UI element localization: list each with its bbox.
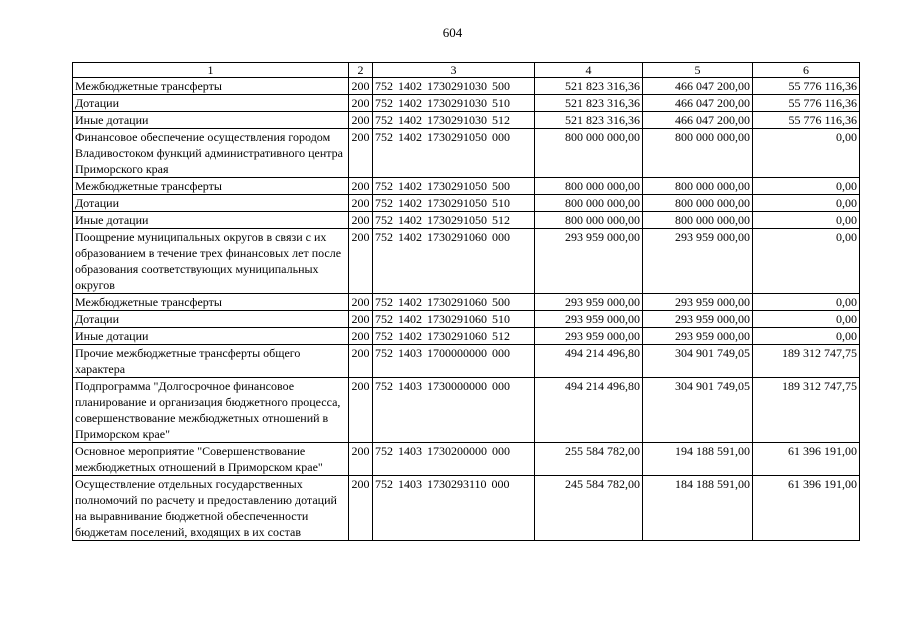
row-value-5-cell: 184 188 591,00 (643, 476, 753, 541)
header-col-3: 3 (373, 63, 535, 78)
row-code-2-cell: 200 (349, 476, 373, 541)
row-value-6-cell: 0,00 (753, 328, 860, 345)
table-row (73, 328, 860, 345)
row-value-6-cell: 55 776 116,36 (753, 95, 860, 112)
table-row (73, 195, 860, 212)
table-row (73, 378, 860, 443)
row-value-6-cell: 189 312 747,75 (753, 345, 860, 378)
row-value-4-cell: 494 214 496,80 (535, 378, 643, 443)
row-code-2-cell: 200 (349, 328, 373, 345)
row-code-2-cell: 200 (349, 345, 373, 378)
header-col-5: 5 (643, 63, 753, 78)
row-value-5-cell: 800 000 000,00 (643, 195, 753, 212)
row-value-5-cell: 293 959 000,00 (643, 311, 753, 328)
row-code-2-cell: 200 (349, 229, 373, 294)
row-code-2-cell: 200 (349, 129, 373, 178)
row-code-2-cell: 200 (349, 294, 373, 311)
row-name-cell: Межбюджетные трансферты (73, 178, 349, 195)
table-body (73, 78, 860, 541)
row-value-4-cell: 293 959 000,00 (535, 328, 643, 345)
row-value-4-cell: 521 823 316,36 (535, 78, 643, 95)
row-value-5-cell: 800 000 000,00 (643, 178, 753, 195)
row-name-cell: Дотации (73, 195, 349, 212)
row-name-cell: Финансовое обеспечение осуществления городом Владивостоком функций административного центра Приморского края (73, 129, 349, 178)
row-name-cell: Основное мероприятие "Совершенствование межбюджетных отношений в Приморском крае" (73, 443, 349, 476)
table-row (73, 294, 860, 311)
row-name-cell: Иные дотации (73, 328, 349, 345)
row-code-2-cell: 200 (349, 311, 373, 328)
row-value-4-cell: 521 823 316,36 (535, 112, 643, 129)
row-code-3-cell: 752 1403 1730000000 000 (373, 378, 535, 443)
budget-table (72, 62, 860, 541)
row-value-6-cell: 61 396 191,00 (753, 443, 860, 476)
row-value-5-cell: 800 000 000,00 (643, 212, 753, 229)
row-code-2-cell: 200 (349, 443, 373, 476)
row-code-3-cell: 752 1402 1730291060 000 (373, 229, 535, 294)
table-row (73, 311, 860, 328)
row-value-6-cell: 0,00 (753, 311, 860, 328)
row-value-6-cell: 0,00 (753, 229, 860, 294)
row-name-cell: Дотации (73, 95, 349, 112)
row-value-5-cell: 800 000 000,00 (643, 129, 753, 178)
row-value-4-cell: 293 959 000,00 (535, 311, 643, 328)
table-header (73, 63, 860, 78)
row-value-4-cell: 800 000 000,00 (535, 178, 643, 195)
row-value-6-cell: 0,00 (753, 129, 860, 178)
row-value-4-cell: 293 959 000,00 (535, 294, 643, 311)
table-row (73, 212, 860, 229)
row-code-3-cell: 752 1403 1730293110 000 (373, 476, 535, 541)
row-value-5-cell: 466 047 200,00 (643, 95, 753, 112)
header-row (73, 63, 860, 78)
row-code-2-cell: 200 (349, 195, 373, 212)
row-value-5-cell: 293 959 000,00 (643, 328, 753, 345)
row-value-5-cell: 304 901 749,05 (643, 345, 753, 378)
header-col-6: 6 (753, 63, 860, 78)
row-code-3-cell: 752 1402 1730291060 510 (373, 311, 535, 328)
row-code-3-cell: 752 1402 1730291050 000 (373, 129, 535, 178)
row-name-cell: Межбюджетные трансферты (73, 294, 349, 311)
header-col-1: 1 (73, 63, 349, 78)
table-row (73, 229, 860, 294)
row-code-3-cell: 752 1403 1730200000 000 (373, 443, 535, 476)
row-value-4-cell: 494 214 496,80 (535, 345, 643, 378)
row-value-6-cell: 0,00 (753, 294, 860, 311)
header-col-2: 2 (349, 63, 373, 78)
row-name-cell: Межбюджетные трансферты (73, 78, 349, 95)
header-col-4: 4 (535, 63, 643, 78)
table-row (73, 443, 860, 476)
row-value-6-cell: 0,00 (753, 178, 860, 195)
row-code-3-cell: 752 1402 1730291050 510 (373, 195, 535, 212)
row-name-cell: Иные дотации (73, 112, 349, 129)
row-code-3-cell: 752 1402 1730291060 500 (373, 294, 535, 311)
row-name-cell: Поощрение муниципальных округов в связи с их образованием в течение трех финансовых лет после образования соответствующих муниципальных округов (73, 229, 349, 294)
row-value-4-cell: 521 823 316,36 (535, 95, 643, 112)
row-value-6-cell: 189 312 747,75 (753, 378, 860, 443)
row-value-5-cell: 466 047 200,00 (643, 78, 753, 95)
row-value-5-cell: 194 188 591,00 (643, 443, 753, 476)
row-value-5-cell: 293 959 000,00 (643, 294, 753, 311)
row-code-2-cell: 200 (349, 178, 373, 195)
row-name-cell: Осуществление отдельных государственных полномочий по расчету и предоставлению дотаций на выравнивание бюджетной обеспеченности бюджетам поселений, входящих в их состав (73, 476, 349, 541)
table-row (73, 95, 860, 112)
row-value-6-cell: 55 776 116,36 (753, 112, 860, 129)
row-value-4-cell: 800 000 000,00 (535, 212, 643, 229)
row-value-4-cell: 245 584 782,00 (535, 476, 643, 541)
row-code-3-cell: 752 1402 1730291030 512 (373, 112, 535, 129)
table-row (73, 78, 860, 95)
page-number: 604 (442, 25, 463, 40)
row-code-3-cell: 752 1402 1730291050 500 (373, 178, 535, 195)
row-value-5-cell: 293 959 000,00 (643, 229, 753, 294)
row-value-5-cell: 304 901 749,05 (643, 378, 753, 443)
row-name-cell: Дотации (73, 311, 349, 328)
row-value-4-cell: 255 584 782,00 (535, 443, 643, 476)
row-value-5-cell: 466 047 200,00 (643, 112, 753, 129)
row-code-2-cell: 200 (349, 112, 373, 129)
table-row (73, 112, 860, 129)
row-value-4-cell: 293 959 000,00 (535, 229, 643, 294)
table-row (73, 129, 860, 178)
row-value-6-cell: 61 396 191,00 (753, 476, 860, 541)
row-code-2-cell: 200 (349, 78, 373, 95)
row-code-3-cell: 752 1402 1730291050 512 (373, 212, 535, 229)
table-row (73, 345, 860, 378)
row-value-6-cell: 55 776 116,36 (753, 78, 860, 95)
row-code-3-cell: 752 1402 1730291030 500 (373, 78, 535, 95)
table-row (73, 178, 860, 195)
row-code-3-cell: 752 1403 1700000000 000 (373, 345, 535, 378)
row-name-cell: Подпрограмма "Долгосрочное финансовое планирование и организация бюджетного процесса, совершенствование межбюджетных отношений в Приморском крае" (73, 378, 349, 443)
row-code-2-cell: 200 (349, 212, 373, 229)
row-name-cell: Прочие межбюджетные трансферты общего характера (73, 345, 349, 378)
row-name-cell: Иные дотации (73, 212, 349, 229)
row-value-4-cell: 800 000 000,00 (535, 129, 643, 178)
row-value-6-cell: 0,00 (753, 195, 860, 212)
row-code-3-cell: 752 1402 1730291060 512 (373, 328, 535, 345)
row-code-2-cell: 200 (349, 378, 373, 443)
row-value-4-cell: 800 000 000,00 (535, 195, 643, 212)
row-code-2-cell: 200 (349, 95, 373, 112)
table-row (73, 476, 860, 541)
row-code-3-cell: 752 1402 1730291030 510 (373, 95, 535, 112)
row-value-6-cell: 0,00 (753, 212, 860, 229)
